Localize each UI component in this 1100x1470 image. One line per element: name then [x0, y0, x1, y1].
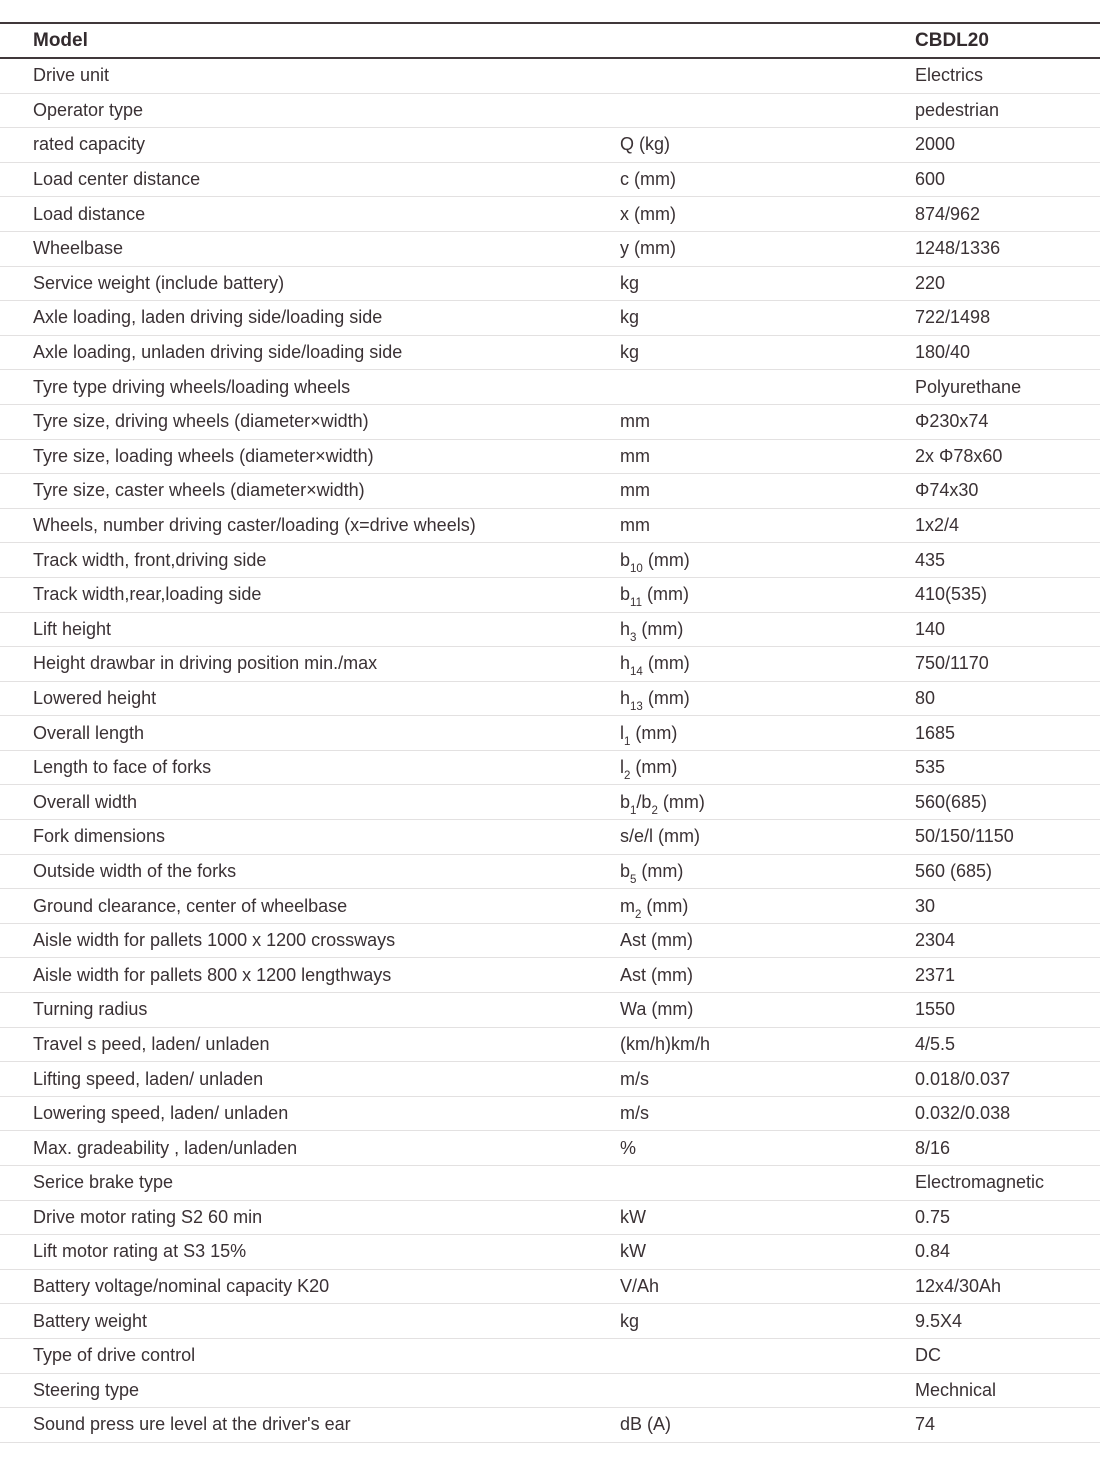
- value-cell: pedestrian: [915, 93, 1100, 128]
- value-cell: 560 (685): [915, 854, 1100, 889]
- unit-cell: Ast (mm): [620, 923, 915, 958]
- spec-row: [0, 404, 1100, 439]
- spec-row: [0, 162, 1100, 197]
- value-cell: 535: [915, 750, 1100, 785]
- spec-row: [0, 716, 1100, 751]
- unit-cell: $m_2$ (mm): [620, 889, 915, 924]
- param-cell: Battery weight: [0, 1304, 620, 1339]
- value-cell: Electrics: [915, 58, 1100, 93]
- spec-row: [0, 1373, 1100, 1408]
- unit-cell: [620, 58, 915, 93]
- value-cell: 435: [915, 543, 1100, 578]
- value-cell: 0.75: [915, 1200, 1100, 1235]
- unit-cell: mm: [620, 404, 915, 439]
- spec-row: [0, 1200, 1100, 1235]
- value-cell: 140: [915, 612, 1100, 647]
- param-cell: Steering type: [0, 1373, 620, 1408]
- unit-cell: $h_{13}$ (mm): [620, 681, 915, 716]
- spec-row: [0, 923, 1100, 958]
- unit-cell: [620, 1166, 915, 1201]
- spec-row: [0, 1338, 1100, 1373]
- unit-cell: m/s: [620, 1096, 915, 1131]
- unit-cell: mm: [620, 508, 915, 543]
- unit-cell: $b_1/b_2$ (mm): [620, 785, 915, 820]
- unit-cell: $b_{10}$ (mm): [620, 543, 915, 578]
- param-cell: Lift motor rating at S3 15%: [0, 1235, 620, 1270]
- unit-cell: mm: [620, 439, 915, 474]
- param-cell: Drive motor rating S2 60 min: [0, 1200, 620, 1235]
- value-cell: 30: [915, 889, 1100, 924]
- header-model-label: Model: [0, 23, 620, 58]
- spec-table-body: [0, 58, 1100, 1442]
- param-cell: Axle loading, laden driving side/loading side: [0, 301, 620, 336]
- param-cell: Travel s peed, laden/ unladen: [0, 1027, 620, 1062]
- param-cell: Ground clearance, center of wheelbase: [0, 889, 620, 924]
- param-cell: Track width, front,driving side: [0, 543, 620, 578]
- spec-row: [0, 508, 1100, 543]
- unit-cell: $l_2$ (mm): [620, 750, 915, 785]
- spec-row: [0, 197, 1100, 232]
- spec-row: [0, 993, 1100, 1028]
- param-cell: Length to face of forks: [0, 750, 620, 785]
- spec-row: [0, 335, 1100, 370]
- param-cell: Tyre size, caster wheels (diameter×width): [0, 474, 620, 509]
- value-cell: 410(535): [915, 577, 1100, 612]
- spec-row: [0, 854, 1100, 889]
- spec-row: [0, 577, 1100, 612]
- value-cell: 600: [915, 162, 1100, 197]
- unit-cell: c (mm): [620, 162, 915, 197]
- value-cell: Polyurethane: [915, 370, 1100, 405]
- unit-cell: Wa (mm): [620, 993, 915, 1028]
- param-cell: Wheelbase: [0, 231, 620, 266]
- value-cell: 2371: [915, 958, 1100, 993]
- unit-cell: [620, 1373, 915, 1408]
- value-cell: 180/40: [915, 335, 1100, 370]
- value-cell: 1248/1336: [915, 231, 1100, 266]
- param-cell: Turning radius: [0, 993, 620, 1028]
- param-cell: Max. gradeability , laden/unladen: [0, 1131, 620, 1166]
- value-cell: DC: [915, 1338, 1100, 1373]
- value-cell: Mechnical: [915, 1373, 1100, 1408]
- unit-cell: $h_3$ (mm): [620, 612, 915, 647]
- param-cell: Aisle width for pallets 1000 x 1200 crossways: [0, 923, 620, 958]
- param-cell: Overall width: [0, 785, 620, 820]
- value-cell: 0.018/0.037: [915, 1062, 1100, 1097]
- param-cell: Serice brake type: [0, 1166, 620, 1201]
- param-cell: Lowered height: [0, 681, 620, 716]
- param-cell: rated capacity: [0, 128, 620, 163]
- spec-row: [0, 301, 1100, 336]
- value-cell: 0.84: [915, 1235, 1100, 1270]
- param-cell: Type of drive control: [0, 1338, 620, 1373]
- unit-cell: [620, 370, 915, 405]
- unit-cell: [620, 1338, 915, 1373]
- value-cell: 74: [915, 1408, 1100, 1443]
- param-cell: Tyre size, driving wheels (diameter×width): [0, 404, 620, 439]
- spec-row: [0, 612, 1100, 647]
- unit-cell: kg: [620, 1304, 915, 1339]
- param-cell: Fork dimensions: [0, 820, 620, 855]
- unit-cell: $b_5$ (mm): [620, 854, 915, 889]
- param-cell: Overall length: [0, 716, 620, 751]
- unit-cell: V/Ah: [620, 1269, 915, 1304]
- param-cell: Tyre size, loading wheels (diameter×width): [0, 439, 620, 474]
- spec-row: [0, 370, 1100, 405]
- spec-row: [0, 128, 1100, 163]
- value-cell: 9.5X4: [915, 1304, 1100, 1339]
- unit-cell: [620, 93, 915, 128]
- spec-row: [0, 231, 1100, 266]
- value-cell: 722/1498: [915, 301, 1100, 336]
- spec-row: [0, 958, 1100, 993]
- spec-row: [0, 1096, 1100, 1131]
- spec-row: [0, 681, 1100, 716]
- unit-cell: %: [620, 1131, 915, 1166]
- unit-cell: kg: [620, 266, 915, 301]
- value-cell: 8/16: [915, 1131, 1100, 1166]
- unit-cell: dB (A): [620, 1408, 915, 1443]
- value-cell: 874/962: [915, 197, 1100, 232]
- spec-row: [0, 543, 1100, 578]
- spec-row: [0, 1269, 1100, 1304]
- spec-row: [0, 1304, 1100, 1339]
- spec-row: [0, 1408, 1100, 1443]
- spec-row: [0, 820, 1100, 855]
- param-cell: Tyre type driving wheels/loading wheels: [0, 370, 620, 405]
- unit-cell: y (mm): [620, 231, 915, 266]
- spec-row: [0, 750, 1100, 785]
- unit-cell: kW: [620, 1235, 915, 1270]
- param-cell: Outside width of the forks: [0, 854, 620, 889]
- header-row: [0, 23, 1100, 58]
- spec-row: [0, 439, 1100, 474]
- param-cell: Lowering speed, laden/ unladen: [0, 1096, 620, 1131]
- param-cell: Track width,rear,loading side: [0, 577, 620, 612]
- param-cell: Battery voltage/nominal capacity K20: [0, 1269, 620, 1304]
- spec-row: [0, 1166, 1100, 1201]
- value-cell: 0.032/0.038: [915, 1096, 1100, 1131]
- unit-cell: $h_{14}$ (mm): [620, 647, 915, 682]
- unit-cell: kg: [620, 335, 915, 370]
- unit-cell: Q (kg): [620, 128, 915, 163]
- value-cell: 12x4/30Ah: [915, 1269, 1100, 1304]
- param-cell: Axle loading, unladen driving side/loading side: [0, 335, 620, 370]
- value-cell: 2x Φ78x60: [915, 439, 1100, 474]
- value-cell: 2304: [915, 923, 1100, 958]
- spec-row: [0, 647, 1100, 682]
- spec-row: [0, 1131, 1100, 1166]
- spec-table-header: [0, 23, 1100, 58]
- spec-row: [0, 93, 1100, 128]
- unit-cell: mm: [620, 474, 915, 509]
- value-cell: 4/5.5: [915, 1027, 1100, 1062]
- value-cell: 2000: [915, 128, 1100, 163]
- param-cell: Aisle width for pallets 800 x 1200 lengthways: [0, 958, 620, 993]
- value-cell: 1x2/4: [915, 508, 1100, 543]
- param-cell: Height drawbar in driving position min./max: [0, 647, 620, 682]
- param-cell: Load distance: [0, 197, 620, 232]
- value-cell: Φ74x30: [915, 474, 1100, 509]
- header-model-value: CBDL20: [915, 23, 1100, 58]
- unit-cell: Ast (mm): [620, 958, 915, 993]
- unit-cell: x (mm): [620, 197, 915, 232]
- unit-cell: $b_{11}$ (mm): [620, 577, 915, 612]
- value-cell: 750/1170: [915, 647, 1100, 682]
- param-cell: Lift height: [0, 612, 620, 647]
- value-cell: 1550: [915, 993, 1100, 1028]
- spec-row: [0, 266, 1100, 301]
- value-cell: 50/150/1150: [915, 820, 1100, 855]
- value-cell: 80: [915, 681, 1100, 716]
- spec-table: [0, 22, 1100, 1443]
- value-cell: Φ230x74: [915, 404, 1100, 439]
- param-cell: Sound press ure level at the driver's ear: [0, 1408, 620, 1443]
- spec-row: [0, 785, 1100, 820]
- param-cell: Operator type: [0, 93, 620, 128]
- spec-row: [0, 889, 1100, 924]
- param-cell: Drive unit: [0, 58, 620, 93]
- unit-cell: kW: [620, 1200, 915, 1235]
- spec-row: [0, 1027, 1100, 1062]
- unit-cell: m/s: [620, 1062, 915, 1097]
- value-cell: Electromagnetic: [915, 1166, 1100, 1201]
- spec-row: [0, 474, 1100, 509]
- spec-row: [0, 58, 1100, 93]
- value-cell: 220: [915, 266, 1100, 301]
- unit-cell: s/e/l (mm): [620, 820, 915, 855]
- param-cell: Load center distance: [0, 162, 620, 197]
- param-cell: Service weight (include battery): [0, 266, 620, 301]
- unit-cell: $l_1$ (mm): [620, 716, 915, 751]
- spec-row: [0, 1062, 1100, 1097]
- unit-cell: kg: [620, 301, 915, 336]
- value-cell: 560(685): [915, 785, 1100, 820]
- param-cell: Lifting speed, laden/ unladen: [0, 1062, 620, 1097]
- header-unit-spacer: [620, 23, 915, 58]
- spec-row: [0, 1235, 1100, 1270]
- value-cell: 1685: [915, 716, 1100, 751]
- unit-cell: (km/h)km/h: [620, 1027, 915, 1062]
- param-cell: Wheels, number driving caster/loading (x=drive wheels): [0, 508, 620, 543]
